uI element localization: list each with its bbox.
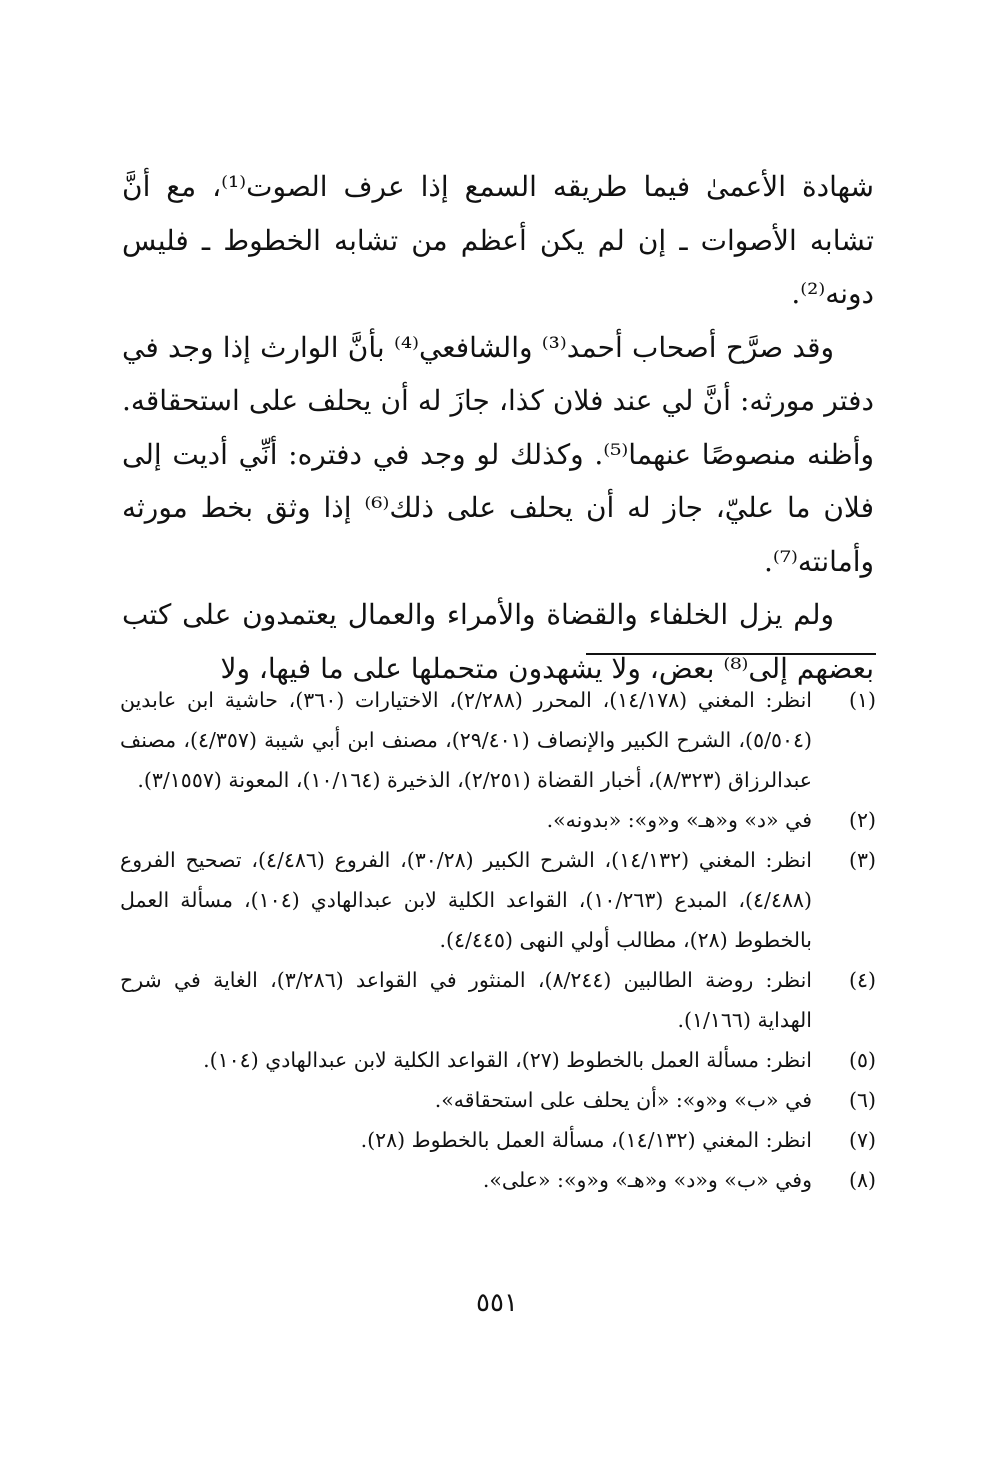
footnote	[120, 1160, 876, 1200]
footnote-number: (٣)	[848, 848, 876, 872]
footnote	[120, 960, 876, 1040]
footnote-divider	[586, 653, 876, 655]
footnote-number: (٥)	[848, 1048, 876, 1072]
footnote-number: (٧)	[848, 1128, 876, 1152]
footnote	[120, 840, 876, 960]
footnote-text: انظر: روضة الطالبين (٨/٢٤٤)، المنثور في القواعد (٣/٢٨٦)، الغاية في شرح الهداية (١/١٦٦).	[120, 968, 812, 1032]
paragraph: ولم يزل الخلفاء والقضاة والأمراء والعمال يعتمدون على كتب بعضهم إلى⁽⁸⁾ بعض، ولا يشهدون متحملها على ما فيها، ولا	[122, 598, 874, 685]
footnote-text: في «د» و«هـ» و«و»: «بدونه».	[546, 808, 812, 832]
footnote	[120, 1120, 876, 1160]
paragraph: وقد صرَّح أصحاب أحمد⁽³⁾ والشافعي⁽⁴⁾ بأنَّ الوارث إذا وجد في دفتر مورثه: أنَّ لي عند فلان كذا، جازَ له أن يحلف على استحقاقه. وأظنه منصوصًا عنهما⁽⁵⁾. وكذلك لو وجد في دفتره: أنِّي أديت إلى فلان ما عليّ، جاز له أن يحلف على ذلك⁽⁶⁾ إذا وثق بخط مورثه وأمانته⁽⁷⁾.	[122, 330, 874, 578]
main-text	[122, 160, 874, 695]
footnote	[120, 800, 876, 840]
footnote-text: انظر: المغني (١٤/١٧٨)، المحرر (٢/٢٨٨)، الاختيارات (٣٦٠)، حاشية ابن عابدين (٥/٥٠٤)، الشرح الكبير والإنصاف (٢٩/٤٠١)، مصنف ابن أبي شيبة (٤/٣٥٧)، مصنف عبدالرزاق (٨/٣٢٣)، أخبار القضاة (٢/٢٥١)، الذخيرة (١٠/١٦٤)، المعونة (٣/١٥٥٧).	[120, 688, 813, 792]
footnote	[120, 680, 876, 800]
footnote-number: (٤)	[848, 968, 876, 992]
footnote	[120, 1040, 876, 1080]
footnote-text: انظر: مسألة العمل بالخطوط (٢٧)، القواعد الكلية لابن عبدالهادي (١٠٤).	[203, 1048, 812, 1072]
page-number: ٥٥١	[476, 1288, 518, 1318]
footnote-text: وفي «ب» و«د» و«هـ» و«و»: «على».	[482, 1168, 812, 1192]
footnote-number: (١)	[848, 688, 876, 712]
footnote-text: انظر: المغني (١٤/١٣٢)، الشرح الكبير (٣٠/٢٨)، الفروع (٤/٤٨٦)، تصحيح الفروع (٤/٤٨٨)، المبدع (١٠/٢٦٣)، القواعد الكلية لابن عبدالهادي (١٠٤)، مسألة العمل بالخطوط (٢٨)، مطالب أولي النهى (٤/٤٤٥).	[120, 848, 812, 952]
footnote-number: (٢)	[848, 808, 876, 832]
footnote-number: (٨)	[848, 1168, 876, 1192]
paragraph: شهادة الأعمىٰ فيما طريقه السمع إذا عرف الصوت⁽¹⁾، مع أنَّ تشابه الأصوات ـ إن لم يكن أعظم من تشابه الخطوط ـ فليس دونه⁽²⁾.	[122, 170, 874, 310]
footnote-number: (٦)	[848, 1088, 876, 1112]
footnote-text: انظر: المغني (١٤/١٣٢)، مسألة العمل بالخطوط (٢٨).	[360, 1128, 812, 1152]
footnote	[120, 1080, 876, 1120]
footnotes	[120, 680, 876, 1200]
footnote-text: في «ب» و«و»: «أن يحلف على استحقاقه».	[434, 1088, 812, 1112]
